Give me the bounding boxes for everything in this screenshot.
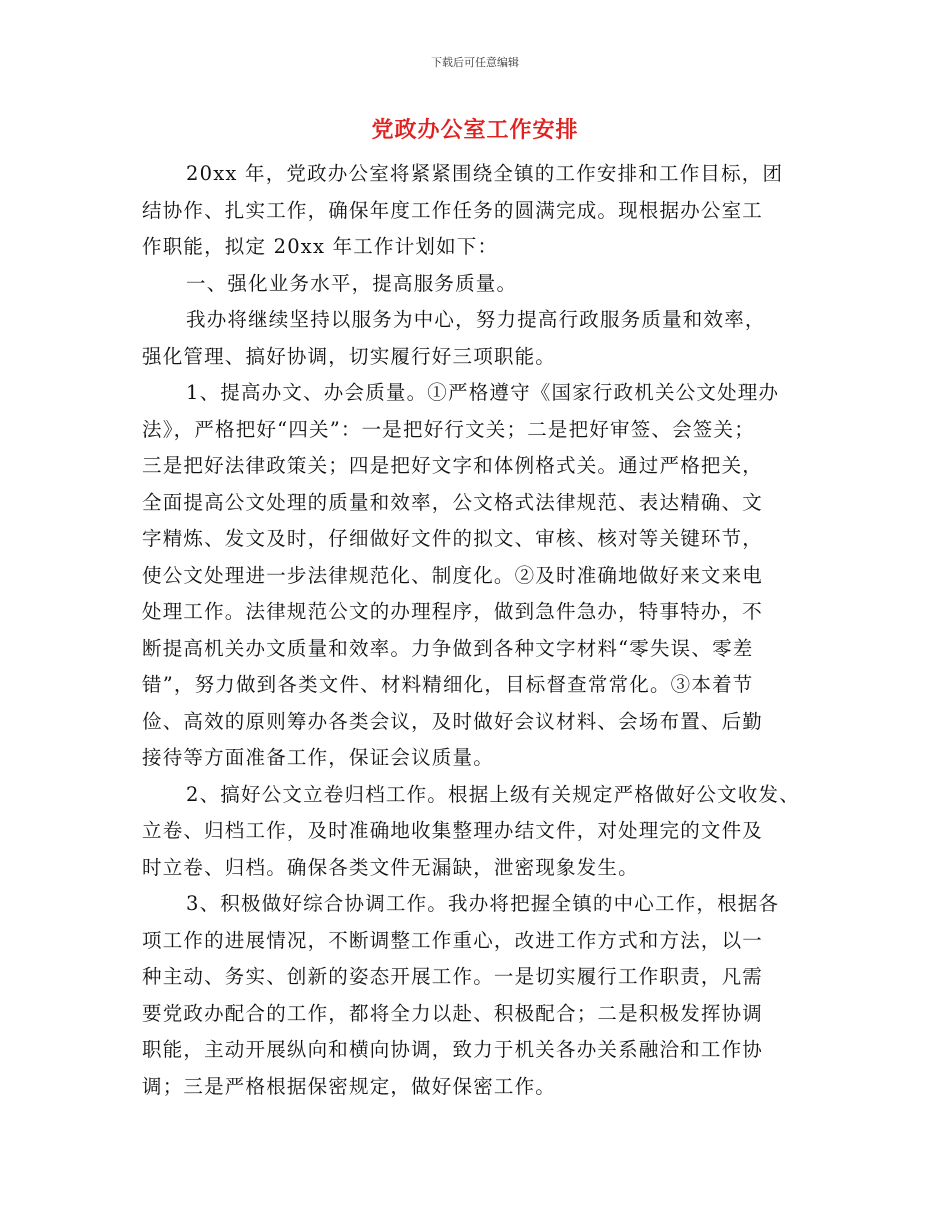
text-line: 时立卷、归档。确保各类文件无漏缺，泄密现象发生。 — [142, 855, 639, 879]
text-line: 三是把好法律政策关；四是把好文字和体例格式关。通过严格把关， — [142, 454, 764, 477]
header-note: 下载后可任意编辑 — [431, 56, 519, 69]
text-line: 字精炼、发文及时，仔细做好文件的拟文、审核、核对等关键环节， — [142, 527, 764, 550]
text-line: 项工作的进展情况，不断调整工作重心，改进工作方式和方法，以一 — [142, 928, 764, 952]
text-line: 接待等方面准备工作，保证会议质量。 — [142, 746, 494, 769]
section-heading — [142, 266, 822, 303]
text-line: 作职能，拟定 20xx 年工作计划如下： — [142, 235, 499, 258]
text-line: 使公文处理进一步法律规范化、制度化。②及时准确地做好来文来电 — [142, 563, 764, 587]
text-line: 要党政办配合的工作，都将全力以赴、积极配合；二是积极发挥协调 — [142, 1001, 764, 1025]
text-line: 处理工作。法律规范公文的办理程序，做到急件急办，特事特办，不 — [142, 600, 764, 623]
text-line: 强化管理、搞好协调，切实履行好三项职能。 — [142, 344, 557, 368]
text-line: 法》，严格把好“四关”：一是把好行文关；二是把好审签、会签关； — [142, 417, 755, 441]
paragraph — [142, 777, 822, 887]
paragraph — [142, 375, 822, 777]
text-line: 立卷、归档工作，及时准确地收集整理办结文件，对处理完的文件及 — [142, 819, 764, 842]
paragraph — [142, 886, 822, 1105]
document-title: 党政办公室工作安排 — [371, 118, 579, 143]
text-line: 结协作、扎实工作，确保年度工作任务的圆满完成。现根据办公室工 — [142, 198, 764, 222]
paragraph — [142, 156, 822, 266]
text-line: 1、提高办文、办会质量。①严格遵守《国家行政机关公文处理办 — [186, 381, 780, 404]
text-line: 断提高机关办文质量和效率。力争做到各种文字材料“零失误、零差 — [142, 636, 754, 660]
text-line: 职能，主动开展纵向和横向协调，致力于机关各办关系融洽和工作协 — [142, 1038, 764, 1061]
text-line: 3、积极做好综合协调工作。我办将把握全镇的中心工作，根据各 — [186, 892, 780, 915]
text-line: 我办将继续坚持以服务为中心，努力提高行政服务质量和效率， — [186, 308, 766, 331]
document-body — [142, 156, 822, 1105]
text-line: 错”，努力做到各类文件、材料精细化，目标督查常常化。③本着节 — [142, 673, 754, 696]
text-line: 20xx 年，党政办公室将紧紧围绕全镇的工作安排和工作目标，团 — [186, 162, 784, 185]
text-line: 全面提高公文处理的质量和效率，公文格式法律规范、表达精确、文 — [142, 490, 764, 514]
text-line: 种主动、务实、创新的姿态开展工作。一是切实履行工作职责，凡需 — [142, 965, 764, 988]
text-line: 2、搞好公文立卷归档工作。根据上级有关规定严格做好公文收发、 — [186, 782, 800, 806]
text-line: 一、强化业务水平，提高服务质量。 — [186, 271, 518, 295]
text-line: 俭、高效的原则筹办各类会议，及时做好会议材料、会场布置、后勤 — [142, 709, 764, 733]
text-line: 调；三是严格根据保密规定，做好保密工作。 — [142, 1074, 557, 1098]
paragraph — [142, 302, 822, 375]
